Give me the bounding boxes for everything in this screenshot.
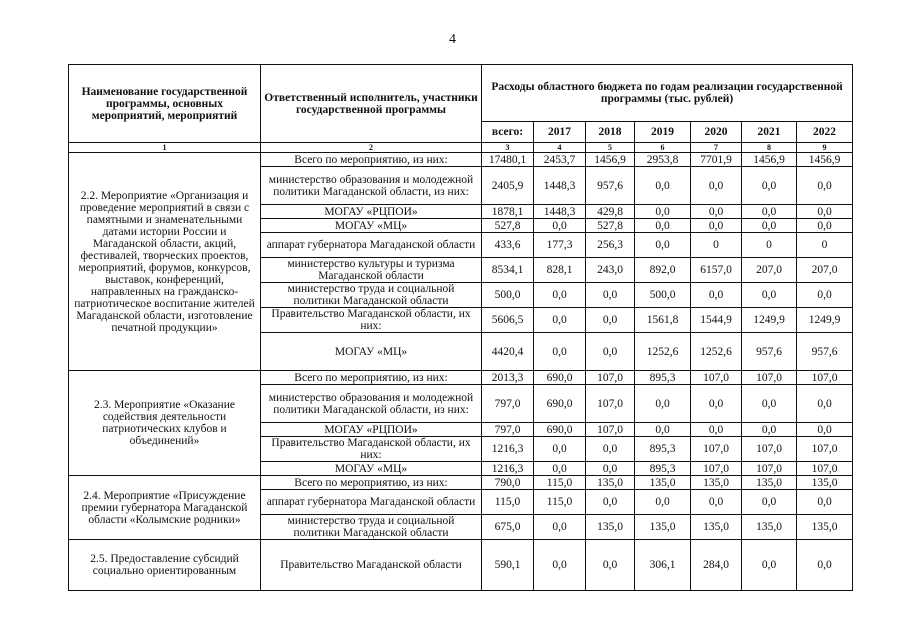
total-cell: 1216,3 [482,462,534,476]
year-value-cell: 0,0 [586,540,635,591]
year-value-cell: 0,0 [691,167,742,205]
year-value-cell: 243,0 [586,258,635,283]
header-expenses: Расходы областного бюджета по годам реализации государственной программы (тыс. рублей) [482,65,853,122]
executor-cell: министерство труда и социальной политики Магаданской области [261,283,482,308]
column-number: 4 [534,143,586,153]
year-value-cell: 1456,9 [797,153,853,167]
executor-cell: аппарат губернатора Магаданской области [261,490,482,515]
year-value-cell: 0,0 [586,308,635,333]
year-value-cell: 115,0 [534,490,586,515]
year-value-cell: 0,0 [797,283,853,308]
total-cell: 5606,5 [482,308,534,333]
executor-cell: министерство образования и молодежной политики Магаданской области, из них: [261,167,482,205]
year-value-cell: 0,0 [797,423,853,437]
year-value-cell: 0,0 [586,437,635,462]
total-cell: 527,8 [482,219,534,233]
year-value-cell: 0,0 [691,283,742,308]
year-value-cell: 0,0 [534,462,586,476]
year-value-cell: 0,0 [635,233,691,258]
column-number: 2 [261,143,482,153]
year-value-cell: 0,0 [534,308,586,333]
year-value-cell: 1249,9 [797,308,853,333]
header-total: всего: [482,122,534,143]
column-number: 5 [586,143,635,153]
year-value-cell: 0,0 [742,490,797,515]
total-cell: 797,0 [482,423,534,437]
total-cell: 790,0 [482,476,534,490]
year-value-cell: 1448,3 [534,205,586,219]
year-value-cell: 828,1 [534,258,586,283]
total-cell: 2013,3 [482,371,534,385]
year-value-cell: 135,0 [742,515,797,540]
header-year: 2018 [586,122,635,143]
year-value-cell: 0,0 [742,283,797,308]
year-value-cell: 690,0 [534,385,586,423]
year-value-cell: 107,0 [742,371,797,385]
year-value-cell: 0,0 [797,167,853,205]
year-value-cell: 1544,9 [691,308,742,333]
year-value-cell: 895,3 [635,462,691,476]
year-value-cell: 0,0 [635,423,691,437]
total-cell: 115,0 [482,490,534,515]
column-number: 3 [482,143,534,153]
year-value-cell: 0,0 [534,333,586,371]
header-year: 2019 [635,122,691,143]
year-value-cell: 0,0 [797,490,853,515]
year-value-cell: 135,0 [797,476,853,490]
page-number: 4 [449,32,456,47]
executor-cell: министерство образования и молодежной политики Магаданской области, из них: [261,385,482,423]
measure-name: 2.3. Мероприятие «Оказание содействия деятельности патриотических клубов и объединений» [69,371,261,476]
year-value-cell: 115,0 [534,476,586,490]
year-value-cell: 207,0 [742,258,797,283]
year-value-cell: 7701,9 [691,153,742,167]
table-row [69,540,853,591]
total-cell: 4420,4 [482,333,534,371]
executor-cell: Правительство Магаданской области, их них: [261,308,482,333]
year-value-cell: 0,0 [797,219,853,233]
year-value-cell: 107,0 [586,371,635,385]
year-value-cell: 0,0 [691,490,742,515]
year-value-cell: 0,0 [534,540,586,591]
year-value-cell: 107,0 [691,462,742,476]
header-year: 2021 [742,122,797,143]
executor-cell: Всего по мероприятию, из них: [261,371,482,385]
total-cell: 2405,9 [482,167,534,205]
year-value-cell: 135,0 [635,515,691,540]
year-value-cell: 690,0 [534,423,586,437]
budget-table-body [69,153,853,591]
year-value-cell: 1448,3 [534,167,586,205]
year-value-cell: 0,0 [534,219,586,233]
year-value-cell: 0,0 [797,205,853,219]
year-value-cell: 0,0 [586,333,635,371]
year-value-cell: 957,6 [742,333,797,371]
column-number: 8 [742,143,797,153]
year-value-cell: 0,0 [635,167,691,205]
year-value-cell: 0,0 [586,462,635,476]
year-value-cell: 207,0 [797,258,853,283]
year-value-cell: 0,0 [742,167,797,205]
year-value-cell: 256,3 [586,233,635,258]
year-value-cell: 0,0 [635,205,691,219]
year-value-cell: 527,8 [586,219,635,233]
year-value-cell: 0,0 [742,385,797,423]
year-value-cell: 135,0 [797,515,853,540]
measure-name: 2.5. Предоставление субсидий социально ориентированным [69,540,261,591]
column-number: 6 [635,143,691,153]
year-value-cell: 0,0 [534,515,586,540]
header-year: 2020 [691,122,742,143]
executor-cell: Правительство Магаданской области, их них: [261,437,482,462]
header-year: 2017 [534,122,586,143]
year-value-cell: 0,0 [742,423,797,437]
executor-cell: МОГАУ «МЦ» [261,333,482,371]
executor-cell: аппарат губернатора Магаданской области [261,233,482,258]
year-value-cell: 177,3 [534,233,586,258]
year-value-cell: 500,0 [635,283,691,308]
executor-cell: МОГАУ «МЦ» [261,462,482,476]
year-value-cell: 107,0 [586,423,635,437]
year-value-cell: 2953,8 [635,153,691,167]
year-value-cell: 1249,9 [742,308,797,333]
table-row [69,371,853,385]
year-value-cell: 1252,6 [691,333,742,371]
year-value-cell: 895,3 [635,437,691,462]
year-value-cell: 107,0 [797,437,853,462]
year-value-cell: 0,0 [742,540,797,591]
total-cell: 1216,3 [482,437,534,462]
executor-cell: министерство труда и социальной политики Магаданской области [261,515,482,540]
executor-cell: Всего по мероприятию, из них: [261,476,482,490]
column-number: 1 [69,143,261,153]
year-value-cell: 107,0 [797,462,853,476]
year-value-cell: 0,0 [534,437,586,462]
year-value-cell: 0,0 [691,385,742,423]
total-cell: 500,0 [482,283,534,308]
measure-name: 2.4. Мероприятие «Присуждение премии губернатора Магаданской области «Колымские родники» [69,476,261,540]
year-value-cell: 895,3 [635,371,691,385]
year-value-cell: 0,0 [691,205,742,219]
year-value-cell: 0,0 [797,385,853,423]
table-row [69,476,853,490]
year-value-cell: 1456,9 [586,153,635,167]
year-value-cell: 135,0 [691,515,742,540]
year-value-cell: 957,6 [586,167,635,205]
year-value-cell: 0 [691,233,742,258]
year-value-cell: 0,0 [635,385,691,423]
year-value-cell: 6157,0 [691,258,742,283]
year-value-cell: 107,0 [797,371,853,385]
year-value-cell: 892,0 [635,258,691,283]
year-value-cell: 690,0 [534,371,586,385]
executor-cell: МОГАУ «РЦПОИ» [261,423,482,437]
year-value-cell: 0,0 [742,205,797,219]
year-value-cell: 0,0 [586,283,635,308]
year-value-cell: 0,0 [586,490,635,515]
total-cell: 797,0 [482,385,534,423]
year-value-cell: 107,0 [742,462,797,476]
year-value-cell: 0,0 [534,283,586,308]
total-cell: 433,6 [482,233,534,258]
year-value-cell: 0 [797,233,853,258]
header-executor: Ответственный исполнитель, участники государственной программы [261,65,482,143]
measure-name: 2.2. Мероприятие «Организация и проведение мероприятий в связи с памятными и знаменательными датами истории России и Магаданской области, акций, фестивалей, творческих проектов, мероприятий, форумов, конкурсов, выставок, конференций, направленных на гражданско-патриотическое воспитание жителей Магаданской области, изготовление печатной продукции» [69,153,261,371]
year-value-cell: 107,0 [586,385,635,423]
year-value-cell: 135,0 [586,476,635,490]
year-value-cell: 2453,7 [534,153,586,167]
year-value-cell: 0,0 [691,423,742,437]
column-number: 7 [691,143,742,153]
year-value-cell: 1561,8 [635,308,691,333]
year-value-cell: 284,0 [691,540,742,591]
executor-cell: МОГАУ «РЦПОИ» [261,205,482,219]
column-number: 9 [797,143,853,153]
year-value-cell: 135,0 [635,476,691,490]
year-value-cell: 957,6 [797,333,853,371]
year-value-cell: 0,0 [635,219,691,233]
year-value-cell: 1252,6 [635,333,691,371]
total-cell: 1878,1 [482,205,534,219]
header-year: 2022 [797,122,853,143]
year-value-cell: 1456,9 [742,153,797,167]
executor-cell: министерство культуры и туризма Магаданской области [261,258,482,283]
executor-cell: МОГАУ «МЦ» [261,219,482,233]
year-value-cell: 0 [742,233,797,258]
table-row [69,153,853,167]
budget-table [68,64,853,591]
year-value-cell: 0,0 [797,540,853,591]
year-value-cell: 107,0 [742,437,797,462]
total-cell: 8534,1 [482,258,534,283]
year-value-cell: 135,0 [691,476,742,490]
year-value-cell: 135,0 [586,515,635,540]
year-value-cell: 0,0 [742,219,797,233]
total-cell: 675,0 [482,515,534,540]
year-value-cell: 135,0 [742,476,797,490]
year-value-cell: 0,0 [635,490,691,515]
total-cell: 17480,1 [482,153,534,167]
year-value-cell: 429,8 [586,205,635,219]
year-value-cell: 107,0 [691,437,742,462]
executor-cell: Всего по мероприятию, из них: [261,153,482,167]
year-value-cell: 0,0 [691,219,742,233]
year-value-cell: 306,1 [635,540,691,591]
column-number-row [69,143,853,153]
year-value-cell: 107,0 [691,371,742,385]
executor-cell: Правительство Магаданской области [261,540,482,591]
total-cell: 590,1 [482,540,534,591]
header-name: Наименование государственной программы, основных мероприятий, мероприятий [69,65,261,143]
